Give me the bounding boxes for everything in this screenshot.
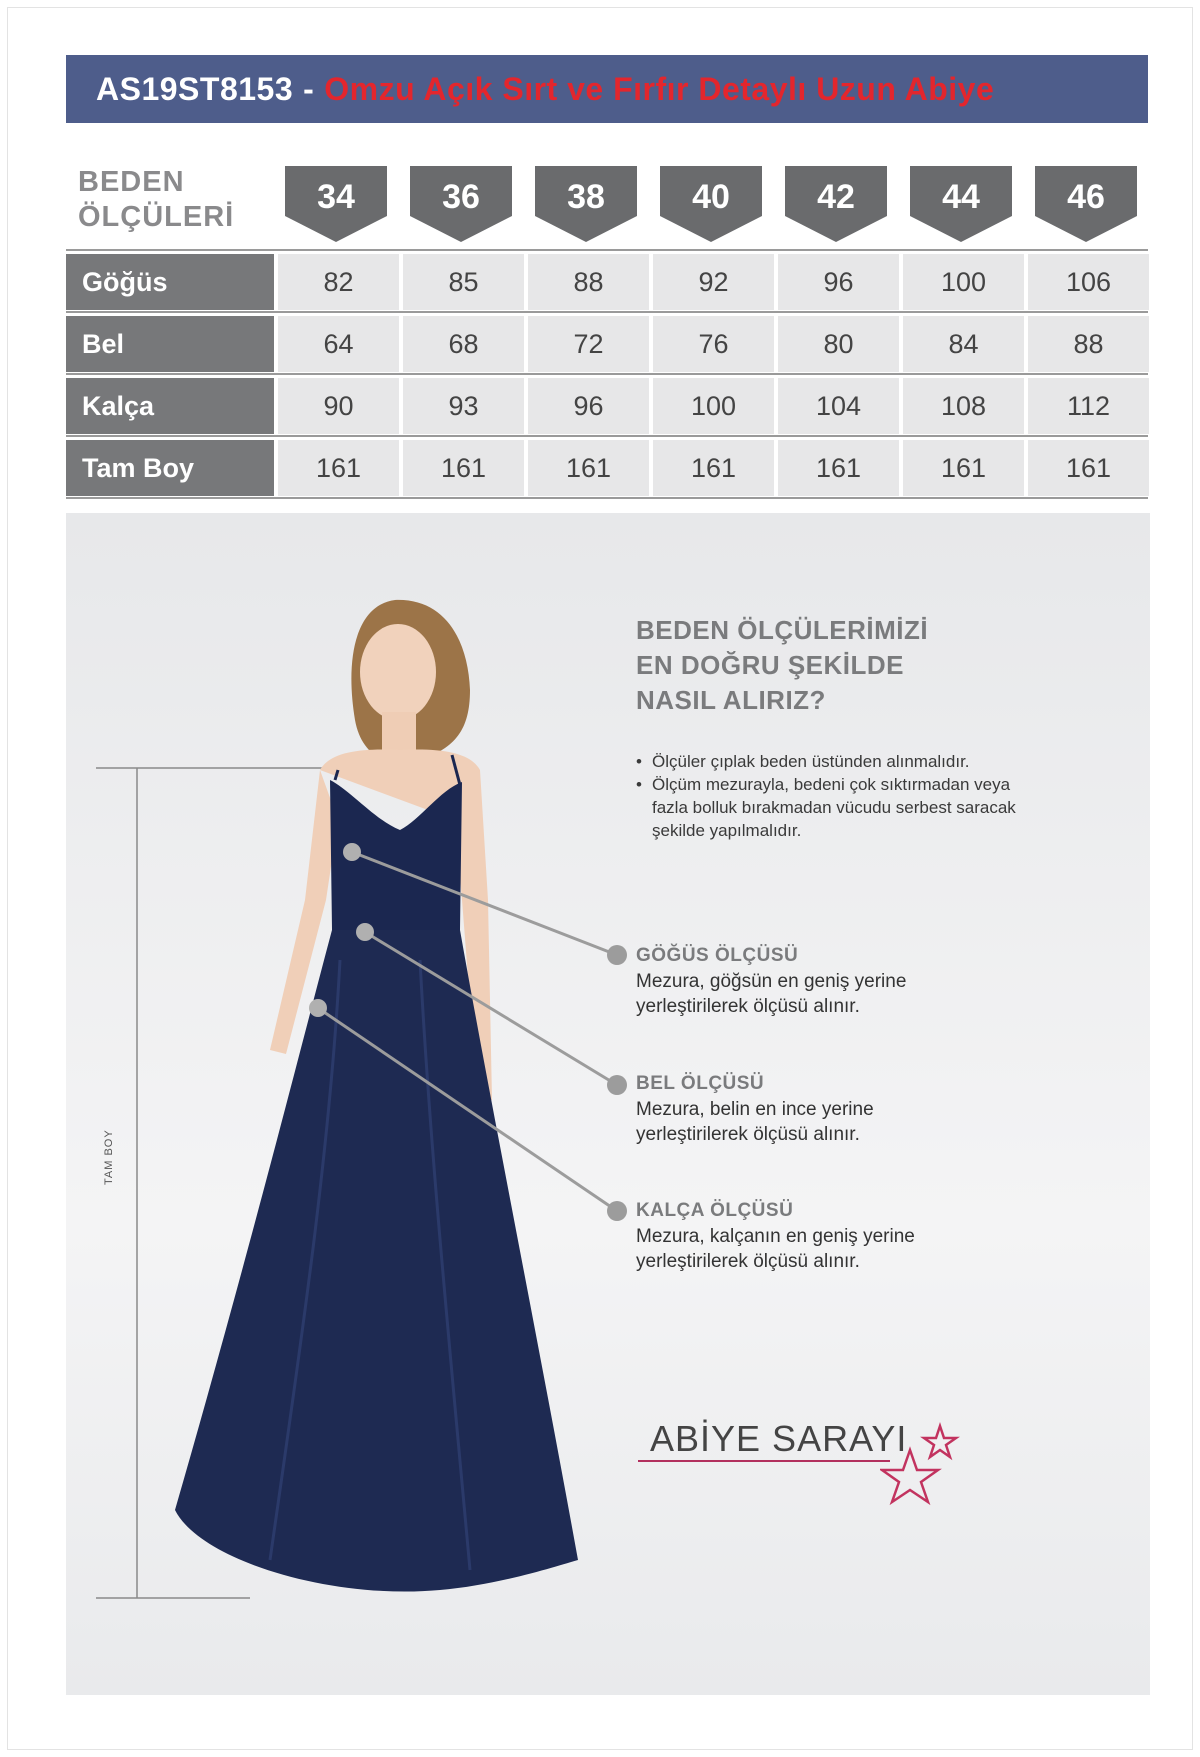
bullet-line: şekilde yapılmalıdır. [652,821,802,840]
table-cell: 161 [778,440,899,496]
bullet-line: • Ölçüm mezurayla, bedeni çok sıktırmadan veya [652,775,1011,794]
table-cell: 161 [403,440,524,496]
title-separator: - [303,70,315,107]
table-cell: 106 [1028,254,1149,310]
table-cell: 96 [528,378,649,434]
product-code: AS19ST8153 [96,70,294,107]
size-tab-label: 38 [567,178,605,216]
table-cell: 68 [403,316,524,372]
height-axis-label: TAM BOY [103,1129,115,1185]
table-cell: 93 [403,378,524,434]
measure-desc: Mezura, belin en ince yerine [636,1099,874,1120]
table-cell: 104 [778,378,899,434]
measure-desc: Mezura, göğsün en geniş yerine [636,971,907,992]
measure-title: BEL ÖLÇÜSÜ [636,1073,765,1094]
measure-desc: yerleştirilerek ölçüsü alınır. [636,1124,860,1145]
table-cell: 72 [528,316,649,372]
table-cell: 96 [778,254,899,310]
bullet-line: fazla bolluk bırakmadan vücudu serbest saracak [652,798,1016,817]
guide-title-line1: BEDEN ÖLÇÜLERİMİZİ [636,615,929,645]
star-icon [880,1420,960,1510]
row-label: Kalça [66,378,274,434]
row-label: Bel [66,316,274,372]
size-tab-label: 46 [1067,178,1105,216]
measure-chest [636,943,1096,1019]
bullet-item [634,773,1094,842]
size-tab-label: 36 [442,178,480,216]
brand-underline [638,1460,890,1462]
measure-desc: yerleştirilerek ölçüsü alınır. [636,996,860,1017]
table-cell: 161 [653,440,774,496]
table-cell: 84 [903,316,1024,372]
table-cell: 64 [278,316,399,372]
table-cell: 92 [653,254,774,310]
table-cell: 112 [1028,378,1149,434]
guide-title [636,613,928,718]
size-header-label-line2: ÖLÇÜLERİ [78,201,235,233]
table-cell: 90 [278,378,399,434]
table-cell: 80 [778,316,899,372]
table-cell: 100 [653,378,774,434]
table-cell: 88 [1028,316,1149,372]
size-header-label-line1: BEDEN [78,166,185,198]
size-tab-label: 42 [817,178,855,216]
table-cell: 161 [528,440,649,496]
product-name: Omzu Açık Sırt ve Fırfır Detaylı Uzun Abiye [324,70,995,107]
measure-title: GÖĞÜS ÖLÇÜSÜ [636,945,799,966]
measure-desc: Mezura, kalçanın en geniş yerine [636,1226,915,1247]
bullet-item: • Ölçüler çıplak beden üstünden alınmalıdır. [634,750,1094,773]
measure-desc: yerleştirilerek ölçüsü alınır. [636,1251,860,1272]
table-cell: 76 [653,316,774,372]
table-cell: 161 [903,440,1024,496]
size-tab-label: 44 [942,178,980,216]
table-cell: 161 [1028,440,1149,496]
table-cell: 85 [403,254,524,310]
measure-hip [636,1198,1096,1274]
table-cell: 88 [528,254,649,310]
table-cell: 108 [903,378,1024,434]
measure-title: KALÇA ÖLÇÜSÜ [636,1200,794,1221]
row-label: Göğüs [66,254,274,310]
size-tab-label: 40 [692,178,730,216]
measure-waist [636,1071,1096,1147]
guide-bullets [634,750,1094,842]
guide-title-line2: EN DOĞRU ŞEKİLDE [636,650,905,680]
brand-logo-text: ABİYE SARAYI [650,1418,908,1459]
table-cell: 161 [278,440,399,496]
table-cell: 82 [278,254,399,310]
table-cell: 100 [903,254,1024,310]
size-tab-label: 34 [317,178,355,216]
guide-title-line3: NASIL ALIRIZ? [636,685,826,715]
row-label: Tam Boy [66,440,274,496]
